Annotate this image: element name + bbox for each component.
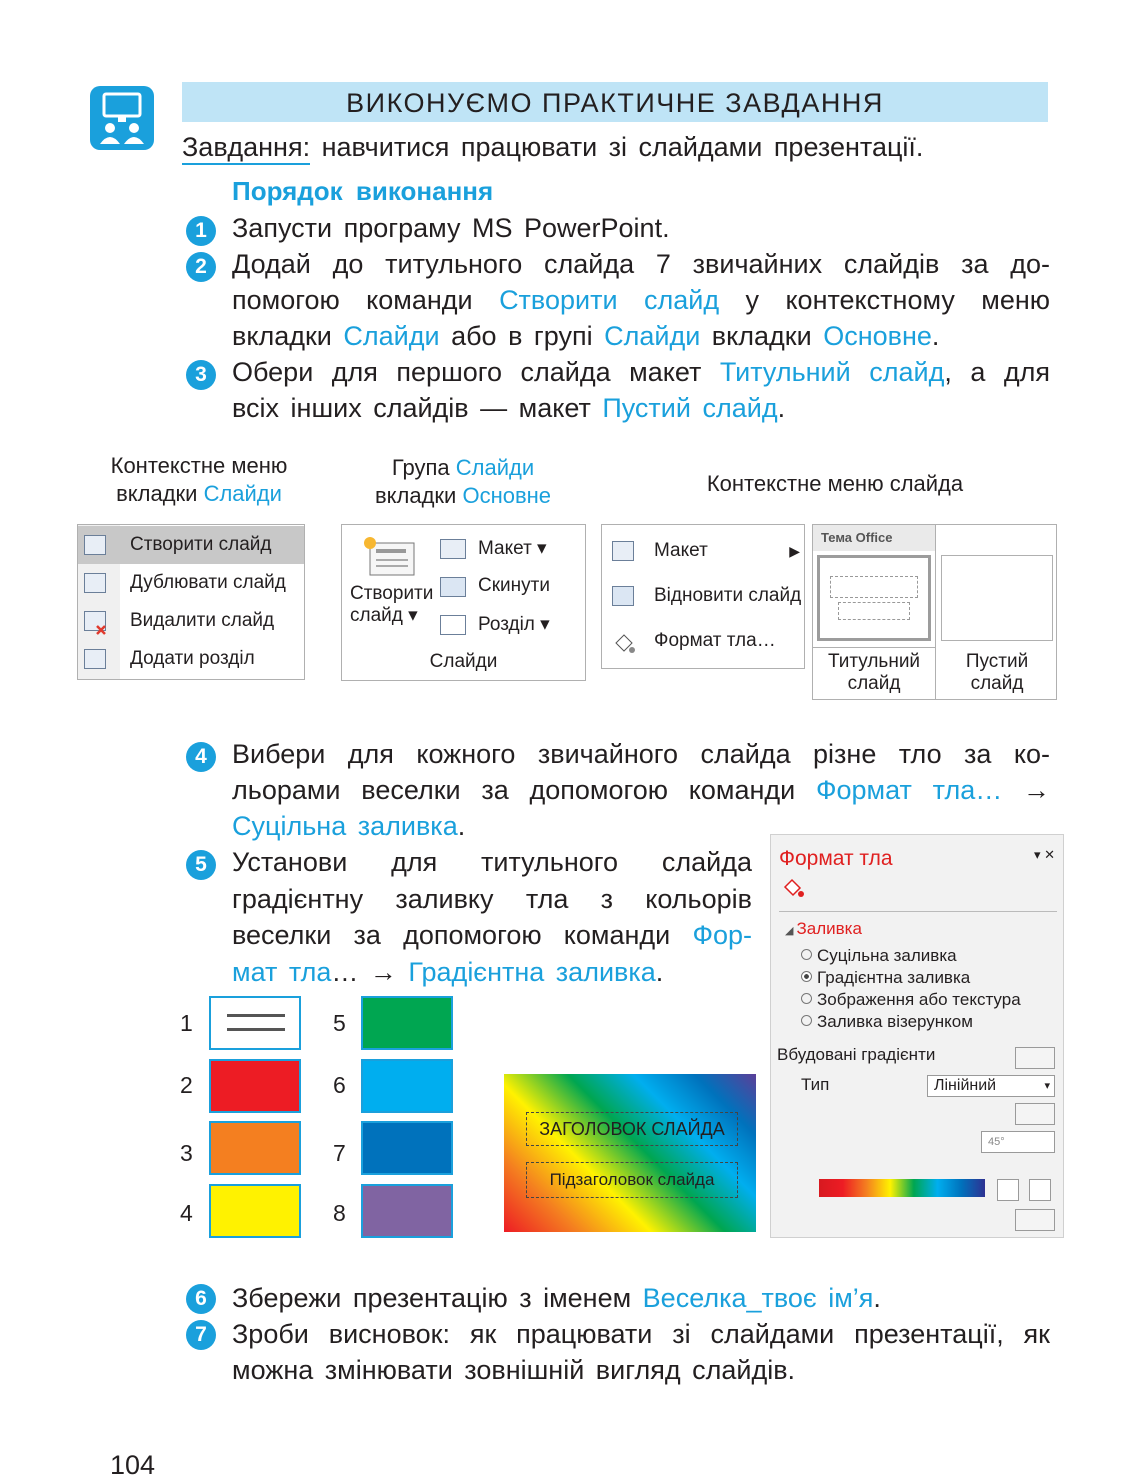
- paint-bucket-icon[interactable]: [781, 877, 805, 899]
- step-number-2: 2: [186, 252, 216, 282]
- text-run: у контекстному меню вкладки: [232, 285, 1051, 351]
- format-background-pane: [770, 834, 1064, 1238]
- fill-options: [801, 945, 1021, 1033]
- task-label: Завдання:: [182, 132, 310, 165]
- text-run: , а для всіх інших слайдів — макет: [232, 357, 1051, 423]
- option-gradient-fill[interactable]: [801, 967, 1021, 989]
- task-statement: [182, 130, 923, 164]
- button-label: Розділ ▾: [478, 614, 550, 635]
- term-title-slide: Титульний слайд: [719, 357, 945, 387]
- new-slide-button[interactable]: [350, 583, 433, 627]
- radio-icon: [801, 949, 812, 960]
- menu-item-layout[interactable]: [602, 532, 804, 572]
- subtitle-placeholder: [838, 602, 910, 620]
- duplicate-slide-icon: [84, 573, 106, 593]
- builtin-gradients-label: Вбудовані градієнти: [777, 1045, 936, 1064]
- step-1-text: Запусти програму MS PowerPoint.: [232, 213, 670, 243]
- menu-item-label: Дублювати слайд: [130, 572, 286, 593]
- menu-item-add-section[interactable]: [78, 640, 304, 678]
- layout-thumb-title-slide[interactable]: [817, 555, 931, 641]
- option-label: Зображення або текстура: [817, 990, 1021, 1009]
- term-slides-tab: Слайди: [343, 321, 440, 351]
- menu-item-label: Створити слайд: [130, 534, 272, 555]
- divider: [779, 911, 1057, 912]
- new-slide-big-icon: [360, 533, 418, 577]
- text-run: Слайди: [203, 481, 282, 506]
- fill-section-header[interactable]: [785, 919, 862, 939]
- menu-item-label: Формат тла…: [654, 630, 776, 651]
- menu-item-format-background[interactable]: [602, 622, 804, 662]
- slide-subtitle: Підзаголовок слайда: [526, 1162, 738, 1198]
- gallery-header: Тема Office: [813, 525, 935, 551]
- remove-stop-icon[interactable]: [1029, 1179, 1051, 1201]
- swatch-title-slide: [209, 996, 301, 1050]
- type-select[interactable]: [927, 1075, 1055, 1097]
- button-label: слайд ▾: [350, 605, 418, 626]
- submenu-arrow-icon: ▶: [789, 543, 800, 559]
- paint-bucket-icon: [612, 631, 634, 651]
- layout-icon: [440, 539, 466, 559]
- direction-dropdown[interactable]: [1015, 1103, 1055, 1125]
- radio-icon: [801, 1015, 812, 1026]
- text-run: або в групі: [439, 321, 605, 351]
- title-placeholder: [830, 576, 918, 598]
- text-run: .: [873, 1283, 881, 1313]
- radio-icon: [801, 993, 812, 1004]
- gradient-stops-bar[interactable]: [819, 1179, 985, 1197]
- option-label: Суцільна заливка: [817, 946, 957, 965]
- menu-item-restore-slide[interactable]: [602, 577, 804, 617]
- swatch-orange: [209, 1121, 301, 1175]
- text-run: →: [1002, 775, 1050, 805]
- menu-item-label: Видалити слайд: [130, 610, 275, 631]
- menu-item-label: Додати розділ: [130, 648, 255, 669]
- angle-stepper[interactable]: [981, 1131, 1055, 1153]
- slide-context-menu: [601, 524, 805, 669]
- step-number-6: 6: [186, 1284, 216, 1314]
- swatch-number: 7: [333, 1140, 346, 1166]
- button-label: Створити: [350, 583, 434, 604]
- caption-line: [345, 482, 581, 510]
- swatch-number: 6: [333, 1072, 346, 1098]
- text-run: вкладки: [700, 321, 824, 351]
- menu-item-label: Макет: [654, 540, 708, 561]
- text-run: .: [457, 811, 466, 841]
- step-5-text: [232, 844, 752, 990]
- swatch-violet: [361, 1184, 453, 1238]
- collapse-arrow-icon: ◢: [785, 925, 797, 937]
- swatch-number: 4: [180, 1200, 193, 1226]
- step-number-4: 4: [186, 742, 216, 772]
- step-4-text: [232, 736, 1050, 844]
- term-gradient-fill: Градієнтна заливка: [408, 956, 656, 987]
- type-label: Тип: [801, 1075, 830, 1094]
- layout-label-blank: [936, 651, 1058, 695]
- option-picture-fill[interactable]: [801, 989, 1021, 1011]
- section-title: ВИКОНУЄМО ПРАКТИЧНЕ ЗАВДАННЯ: [182, 82, 1048, 122]
- step-number-1: 1: [186, 216, 216, 246]
- term-blank-slide: Пустий слайд: [602, 393, 778, 423]
- option-solid-fill[interactable]: [801, 945, 1021, 967]
- label-line: слайд: [970, 673, 1024, 694]
- term-format-background: Фор-мат тла: [232, 920, 752, 987]
- text-run: Група: [391, 455, 456, 480]
- caption-slide-context-menu: Контекстне меню слайда: [706, 471, 964, 496]
- ribbon-slides-group: [341, 524, 586, 681]
- caption-line: [86, 480, 312, 508]
- term-slides-group: Слайди: [604, 321, 701, 351]
- select-value: Лінійний: [934, 1077, 997, 1094]
- term-create-slide: Створити слайд: [499, 285, 720, 315]
- gradient-slide-preview: [504, 1074, 756, 1232]
- swatch-green: [361, 996, 453, 1050]
- text-run: Установи для титульного слайда градієнтну заливку тла з кольорів веселки за допомогою команди: [232, 847, 752, 950]
- delete-slide-icon: [84, 611, 106, 631]
- layout-gallery: [812, 524, 1057, 700]
- swatch-number: 8: [333, 1200, 346, 1226]
- layout-label-title: [813, 651, 935, 695]
- order-title: Порядок виконання: [232, 176, 494, 206]
- menu-item-label: Відновити слайд: [654, 585, 802, 606]
- swatch-light-blue: [361, 1059, 453, 1113]
- text-run: Вибери для кожного звичайного слайда різне тло за ко-льорами веселки за допомогою команди: [232, 739, 1050, 805]
- menu-item-new-slide[interactable]: [78, 526, 304, 564]
- chevron-down-icon: ▾: [1044, 1080, 1050, 1092]
- step-3-text: [232, 354, 1050, 426]
- practice-task-icon: [90, 86, 154, 150]
- step-7-text: Зроби висновок: як працювати зі слайдами презентації, як можна змінювати зовнішній вигляд слайдів.: [232, 1319, 1050, 1385]
- term-file-name: Веселка_твоє ім’я: [642, 1283, 874, 1313]
- text-run: Додай до титульного слайда 7 звичайних слайдів за до-помогою команди: [232, 249, 1050, 315]
- layout-icon: [612, 541, 634, 561]
- text-run: вкладки: [116, 481, 204, 506]
- step-6-text: [232, 1280, 1050, 1316]
- step-2-text: [232, 246, 1050, 354]
- option-label: Градієнтна заливка: [817, 968, 971, 987]
- button-label: Макет ▾: [478, 538, 547, 559]
- button-label: Скинути: [478, 575, 550, 596]
- term-format-background: Формат тла…: [816, 775, 1003, 805]
- label-line: Титульний: [827, 651, 921, 672]
- caption-line: Контекстне меню: [110, 453, 288, 478]
- group-label: Слайди: [429, 651, 498, 672]
- text-run: .: [931, 321, 940, 351]
- pane-title: Формат тла: [779, 847, 893, 870]
- builtin-gradients-dropdown[interactable]: [1015, 1047, 1055, 1069]
- swatch-blue: [361, 1121, 453, 1175]
- text-run: .: [777, 393, 786, 423]
- option-label: Заливка візерунком: [817, 1012, 973, 1031]
- reset-icon: [440, 577, 466, 597]
- add-section-icon: [84, 649, 106, 669]
- close-icon[interactable]: ▾ ✕: [1033, 847, 1055, 862]
- fill-color-dropdown[interactable]: [1015, 1209, 1055, 1231]
- text-run: Слайди: [455, 455, 535, 480]
- text-run: .: [655, 956, 664, 987]
- term-home-tab: Основне: [823, 321, 932, 351]
- page-number: 104: [110, 1450, 156, 1480]
- slides-tab-context-menu: [77, 524, 305, 680]
- step-number-5: 5: [186, 850, 216, 880]
- step-number-3: 3: [186, 360, 216, 390]
- menu-item-duplicate-slide[interactable]: [78, 564, 304, 602]
- slide-title: ЗАГОЛОВОК СЛАЙДА: [526, 1112, 738, 1146]
- text-run: … →: [331, 956, 409, 987]
- menu-item-delete-slide[interactable]: [78, 602, 304, 640]
- layout-thumb-blank-slide[interactable]: [941, 555, 1053, 641]
- title-line: [227, 1014, 285, 1017]
- restore-slide-icon: [612, 586, 634, 606]
- swatch-red: [209, 1059, 301, 1113]
- task-text: навчитися працювати зі слайдами презентації.: [321, 132, 924, 162]
- title-line: [227, 1028, 285, 1031]
- swatch-number: 5: [333, 1010, 346, 1036]
- caption-context-menu-slides: [86, 452, 312, 508]
- text-run: вкладки: [374, 483, 463, 508]
- label-line: Пустий: [965, 651, 1029, 672]
- step-number-7: 7: [186, 1320, 216, 1350]
- caption-group-slides: [345, 454, 581, 510]
- option-pattern-fill[interactable]: [801, 1011, 1021, 1033]
- swatch-number: 1: [180, 1010, 193, 1036]
- label-line: слайд: [847, 673, 901, 694]
- caption-line: [345, 454, 581, 482]
- new-slide-icon: [84, 535, 106, 555]
- text-run: Збережи презентацію з іменем: [232, 1283, 643, 1313]
- section-icon: [440, 615, 466, 635]
- radio-selected-icon: [801, 971, 812, 982]
- swatch-number: 2: [180, 1072, 193, 1098]
- swatch-yellow: [209, 1184, 301, 1238]
- add-stop-icon[interactable]: [997, 1179, 1019, 1201]
- divider: [813, 647, 935, 648]
- text-run: Основне: [462, 483, 552, 508]
- text-run: Обери для першого слайда макет: [232, 357, 720, 387]
- swatch-number: 3: [180, 1140, 193, 1166]
- stepper-value: 45°: [988, 1136, 1005, 1148]
- section-label: Заливка: [796, 919, 862, 938]
- term-solid-fill: Суцільна заливка: [232, 811, 458, 841]
